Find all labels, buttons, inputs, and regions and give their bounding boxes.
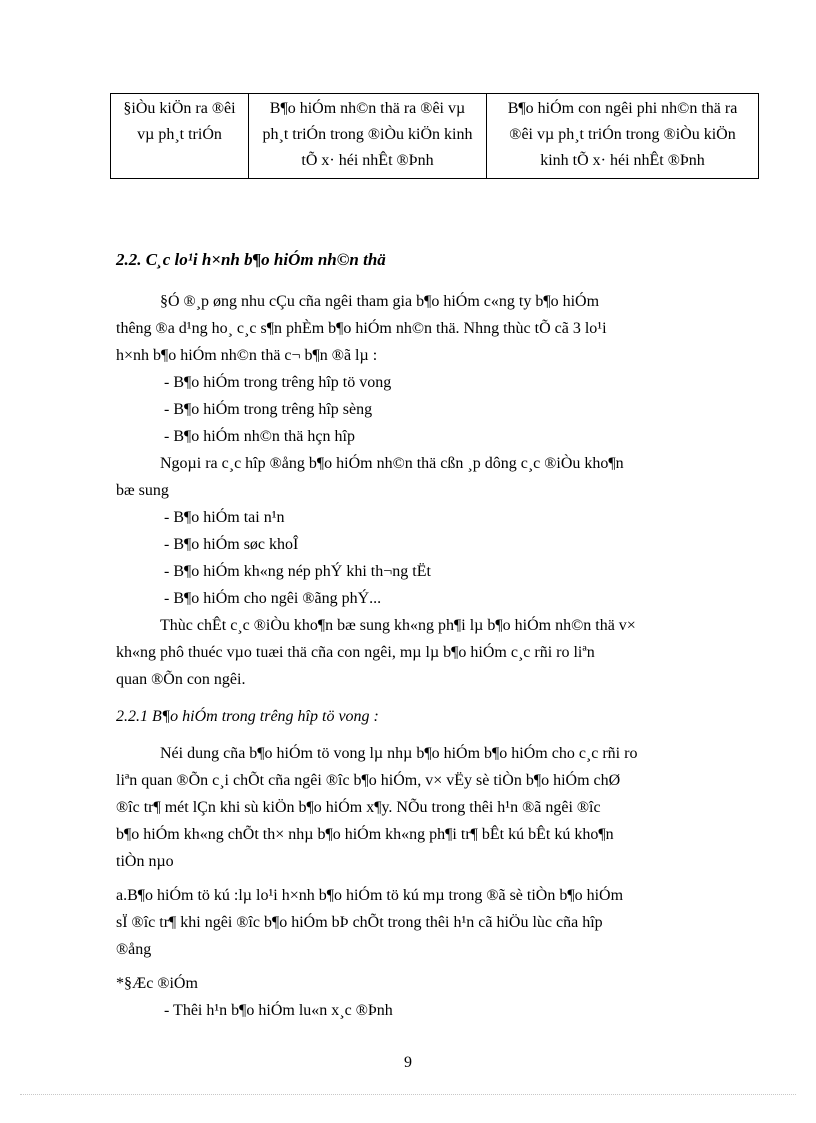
paragraph-line: quan ®Õn con ngêi. <box>116 671 246 688</box>
table-cell: B¶o hiÓm con ngêi phi nh©n thä ra ®êi vµ ph¸t triÓn trong ®iÒu kiÖn kinh tÕ x· héi nhÊt ®Þnh <box>487 94 759 179</box>
paragraph-line: Néi dung cña b¶o hiÓm tö vong lµ nhµ b¶o hiÓm b¶o hiÓm cho c¸c rñi ro <box>160 745 638 762</box>
feature-label: *§Æc ®iÓm <box>116 975 198 992</box>
paragraph-line: kh«ng phô thuéc vµo tuæi thä cña con ngêi, mµ lµ b¶o hiÓm c¸c rñi ro liªn <box>116 644 595 661</box>
paragraph-line: Thùc chÊt c¸c ®iÒu kho¶n bæ sung kh«ng ph¶i lµ b¶o hiÓm nh©n thä v× <box>160 617 636 634</box>
body-text-block <box>116 882 746 963</box>
list-item: - B¶o hiÓm kh«ng nép phÝ khi th¬ng tËt <box>164 563 431 580</box>
body-text-block <box>116 970 746 1024</box>
table-cell: B¶o hiÓm nh©n thä ra ®êi vµ ph¸t triÓn trong ®iÒu kiÖn kinh tÕ x· héi nhÊt ®Þnh <box>249 94 487 179</box>
page-number: 9 <box>404 1054 412 1071</box>
paragraph-line: ®îc tr¶ mét lÇn khi sù kiÖn b¶o hiÓm x¶y. NÕu trong thêi h¹n ®ã ngêi ®îc <box>116 799 601 816</box>
list-item: - B¶o hiÓm trong trêng hîp tö vong <box>164 374 392 391</box>
paragraph-line: tiÒn nµo <box>116 853 174 870</box>
paragraph-line: §Ó ®¸p øng nhu cÇu cña ngêi tham gia b¶o hiÓm c«ng ty b¶o hiÓm <box>160 293 600 310</box>
section-heading: 2.2. C¸c lo¹i h×nh b¶o hiÓm nh©n thä <box>116 250 386 269</box>
list-item: - B¶o hiÓm trong trêng hîp sèng <box>164 401 373 418</box>
table-cell: §iÒu kiÖn ra ®êi vµ ph¸t triÓn <box>111 94 249 179</box>
comparison-table <box>110 93 759 179</box>
paragraph-line: a.B¶o hiÓm tö kú :lµ lo¹i h×nh b¶o hiÓm tö kú mµ trong ®ã sè tiÒn b¶o hiÓm <box>116 887 624 904</box>
body-text-block <box>116 740 746 875</box>
paragraph-line: Ngoµi ra c¸c hîp ®ång b¶o hiÓm nh©n thä cßn ¸p dông c¸c ®iÒu kho¶n <box>160 455 624 472</box>
footer-divider <box>20 1094 796 1095</box>
paragraph-line: thêng ®a d¹ng ho¸ c¸c s¶n phÈm b¶o hiÓm nh©n thä. Nhng thùc tÕ cã 3 lo¹i <box>116 320 607 337</box>
list-item: - B¶o hiÓm søc khoÎ <box>164 536 299 553</box>
table-row <box>111 94 759 179</box>
paragraph-line: sÏ ®îc tr¶ khi ngêi ®îc b¶o hiÓm bÞ chÕt trong thêi h¹n cã hiÖu lùc cña hîp <box>116 914 603 931</box>
list-item: - B¶o hiÓm cho ngêi ®ãng phÝ... <box>164 590 382 607</box>
paragraph-line: h×nh b¶o hiÓm nh©n thä c¬ b¶n ®ã lµ : <box>116 347 378 364</box>
list-item: - Thêi h¹n b¶o hiÓm lu«n x¸c ®Þnh <box>164 1002 393 1019</box>
list-item: - B¶o hiÓm nh©n thä hçn hîp <box>164 428 355 445</box>
subsection-heading: 2.2.1 B¶o hiÓm trong trêng hîp tö vong : <box>116 708 379 725</box>
paragraph-line: bæ sung <box>116 482 169 499</box>
paragraph-line: liªn quan ®Õn c¸i chÕt cña ngêi ®îc b¶o hiÓm, v× vËy sè tiÒn b¶o hiÓm chØ <box>116 772 621 789</box>
list-item: - B¶o hiÓm tai n¹n <box>164 509 285 526</box>
paragraph-line: b¶o hiÓm kh«ng chÕt th× nhµ b¶o hiÓm kh«ng ph¶i tr¶ bÊt kú bÊt kú kho¶n <box>116 826 614 843</box>
body-text-block <box>116 288 746 693</box>
paragraph-line: ®ång <box>116 941 152 958</box>
